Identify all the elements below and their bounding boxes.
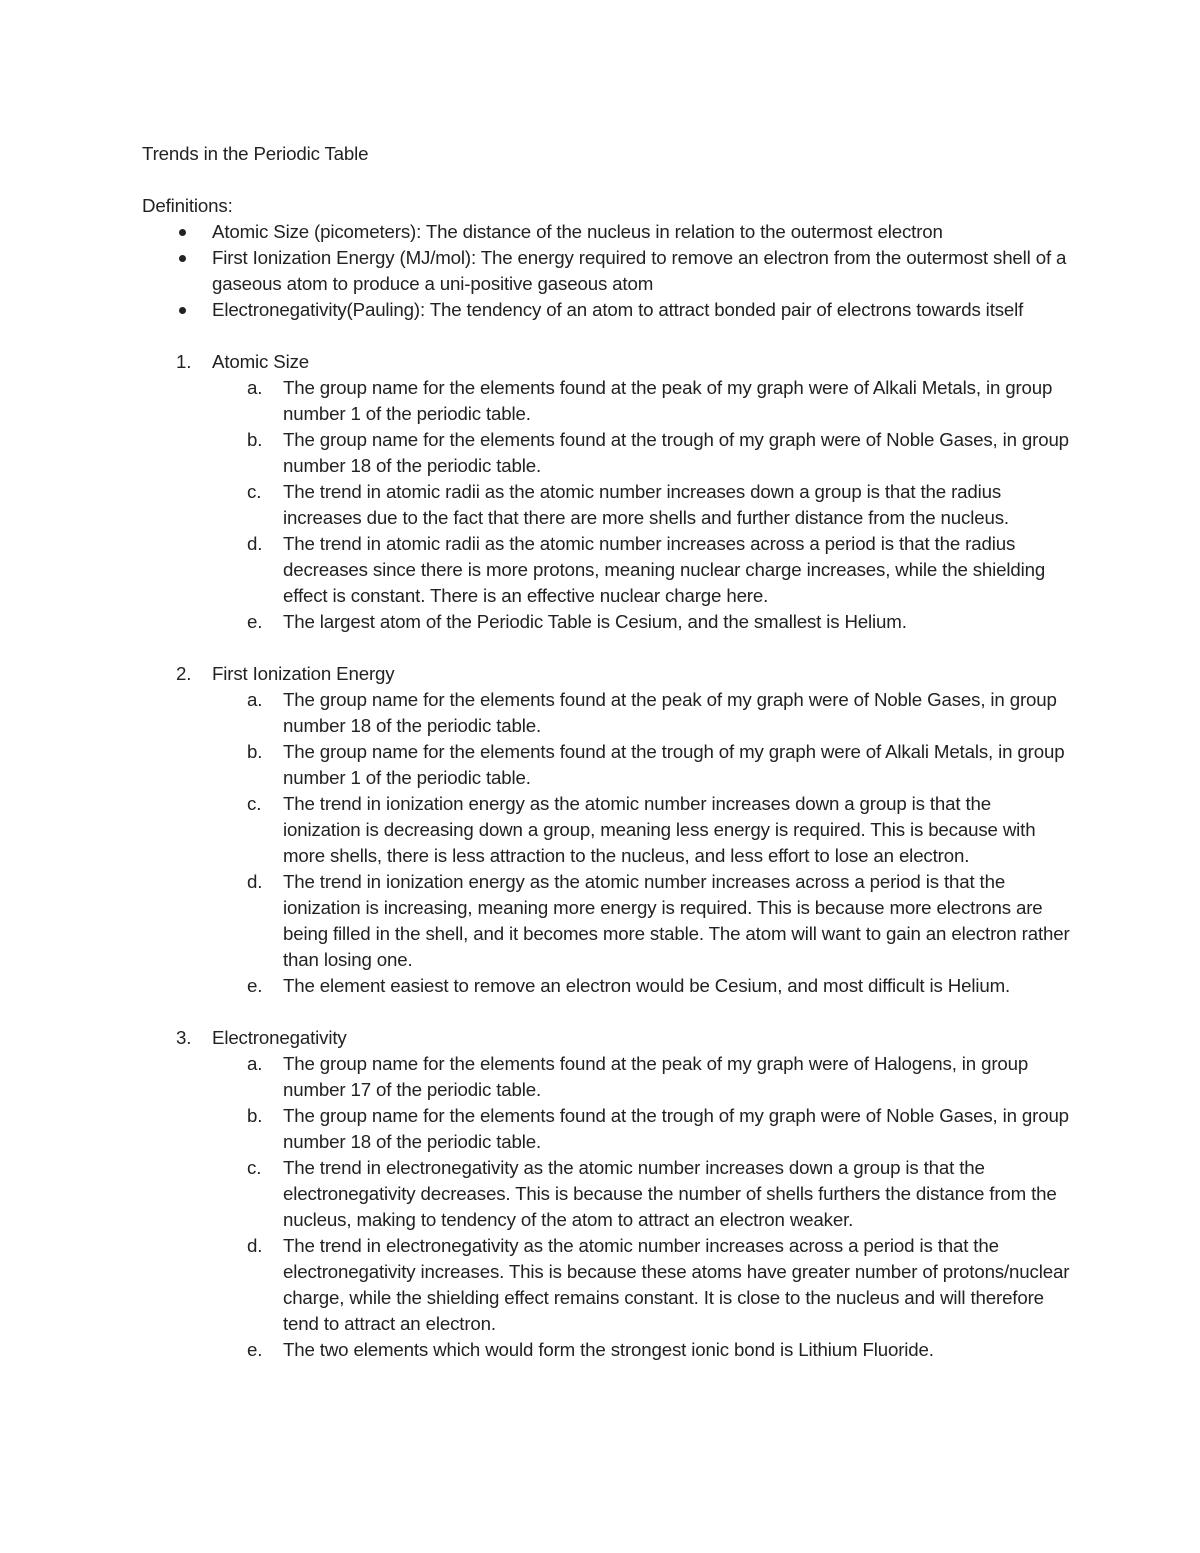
item-text: The group name for the elements found at the peak of my graph were of Noble Gases, in group number 18 of the periodic table. xyxy=(283,689,1057,736)
list-item xyxy=(142,1233,1072,1337)
section-title: Atomic Size xyxy=(212,351,310,372)
list-item xyxy=(142,973,1072,999)
item-text: The group name for the elements found at the trough of my graph were of Noble Gases, in group number 18 of the periodic table. xyxy=(283,1105,1069,1152)
definition-text: First Ionization Energy (MJ/mol): The energy required to remove an electron from the outermost shell of a gaseous atom to produce a uni-positive gaseous atom xyxy=(212,247,1067,294)
item-text: The trend in ionization energy as the atomic number increases across a period is that the ionization is increasing, meaning more energy is required. This is because more electrons are being filled in the shell, and it becomes more stable. The atom will want to gain an electron rather than losing one. xyxy=(283,871,1070,970)
item-text: The trend in atomic radii as the atomic number increases across a period is that the radius decreases since there is more protons, meaning nuclear charge increases, while the shielding effect is constant. There is an effective nuclear charge here. xyxy=(283,533,1046,606)
bullet-icon xyxy=(179,229,186,236)
bullet-icon xyxy=(179,255,186,262)
sub-list xyxy=(142,375,1072,635)
item-text: The two elements which would form the strongest ionic bond is Lithium Fluoride. xyxy=(283,1339,934,1360)
item-letter: a. xyxy=(247,1053,263,1074)
section-atomic-size xyxy=(142,349,1072,635)
item-text: The group name for the elements found at the peak of my graph were of Alkali Metals, in group number 1 of the periodic table. xyxy=(283,377,1053,424)
section-number: 2. xyxy=(176,663,192,684)
item-text: The group name for the elements found at the peak of my graph were of Halogens, in group number 17 of the periodic table. xyxy=(283,1053,1029,1100)
item-text: The largest atom of the Periodic Table is Cesium, and the smallest is Helium. xyxy=(283,611,907,632)
section-heading xyxy=(142,349,1072,375)
item-text: The trend in electronegativity as the atomic number increases across a period is that the electronegativity increases. This is because these atoms have greater number of protons/nuclear charge, while the shielding effect remains constant. It is close to the nucleus and will therefore tend to attract an electron. xyxy=(283,1235,1070,1334)
sub-list xyxy=(142,687,1072,999)
definitions-label: Definitions: xyxy=(142,195,233,216)
section-electronegativity xyxy=(142,1025,1072,1363)
definitions-list xyxy=(142,219,1072,323)
list-item xyxy=(142,609,1072,635)
page-title: Trends in the Periodic Table xyxy=(142,143,369,164)
item-text: The trend in atomic radii as the atomic number increases down a group is that the radius increases due to the fact that there are more shells and further distance from the nucleus. xyxy=(283,481,1009,528)
definition-item xyxy=(142,245,1072,297)
section-heading xyxy=(142,1025,1072,1051)
item-text: The trend in ionization energy as the atomic number increases down a group is that the ionization is decreasing down a group, meaning less energy is required. This is because with more shells, there is less attraction to the nucleus, and less effort to lose an electron. xyxy=(283,793,1036,866)
list-item xyxy=(142,869,1072,973)
list-item xyxy=(142,1337,1072,1363)
item-letter: e. xyxy=(247,611,263,632)
definition-text: Atomic Size (picometers): The distance of the nucleus in relation to the outermost electron xyxy=(212,221,943,242)
list-item xyxy=(142,375,1072,427)
list-item xyxy=(142,1051,1072,1103)
list-item xyxy=(142,739,1072,791)
item-letter: c. xyxy=(247,793,262,814)
section-number: 3. xyxy=(176,1027,192,1048)
item-letter: d. xyxy=(247,871,263,892)
section-title: First Ionization Energy xyxy=(212,663,395,684)
sub-list xyxy=(142,1051,1072,1363)
section-heading xyxy=(142,661,1072,687)
list-item xyxy=(142,531,1072,609)
item-letter: a. xyxy=(247,689,263,710)
item-letter: c. xyxy=(247,1157,262,1178)
definition-item xyxy=(142,297,1072,323)
definition-item xyxy=(142,219,1072,245)
list-item xyxy=(142,427,1072,479)
section-number: 1. xyxy=(176,351,192,372)
item-text: The group name for the elements found at the trough of my graph were of Noble Gases, in group number 18 of the periodic table. xyxy=(283,429,1069,476)
item-letter: b. xyxy=(247,1105,263,1126)
item-text: The group name for the elements found at the trough of my graph were of Alkali Metals, in group number 1 of the periodic table. xyxy=(283,741,1065,788)
item-letter: e. xyxy=(247,1339,263,1360)
definition-text: Electronegativity(Pauling): The tendency of an atom to attract bonded pair of electrons towards itself xyxy=(212,299,1024,320)
bullet-icon xyxy=(179,307,186,314)
list-item xyxy=(142,1103,1072,1155)
list-item xyxy=(142,1155,1072,1233)
item-text: The element easiest to remove an electron would be Cesium, and most difficult is Helium. xyxy=(283,975,1011,996)
item-letter: d. xyxy=(247,533,263,554)
list-item xyxy=(142,791,1072,869)
item-letter: e. xyxy=(247,975,263,996)
list-item xyxy=(142,687,1072,739)
item-letter: d. xyxy=(247,1235,263,1256)
item-letter: c. xyxy=(247,481,262,502)
item-letter: a. xyxy=(247,377,263,398)
document-page xyxy=(142,141,1072,1389)
item-text: The trend in electronegativity as the atomic number increases down a group is that the electronegativity decreases. This is because the number of shells furthers the distance from the nucleus, making to tendency of the atom to attract an electron weaker. xyxy=(283,1157,1057,1230)
item-letter: b. xyxy=(247,429,263,450)
item-letter: b. xyxy=(247,741,263,762)
list-item xyxy=(142,479,1072,531)
section-first-ionization-energy xyxy=(142,661,1072,999)
section-title: Electronegativity xyxy=(212,1027,347,1048)
